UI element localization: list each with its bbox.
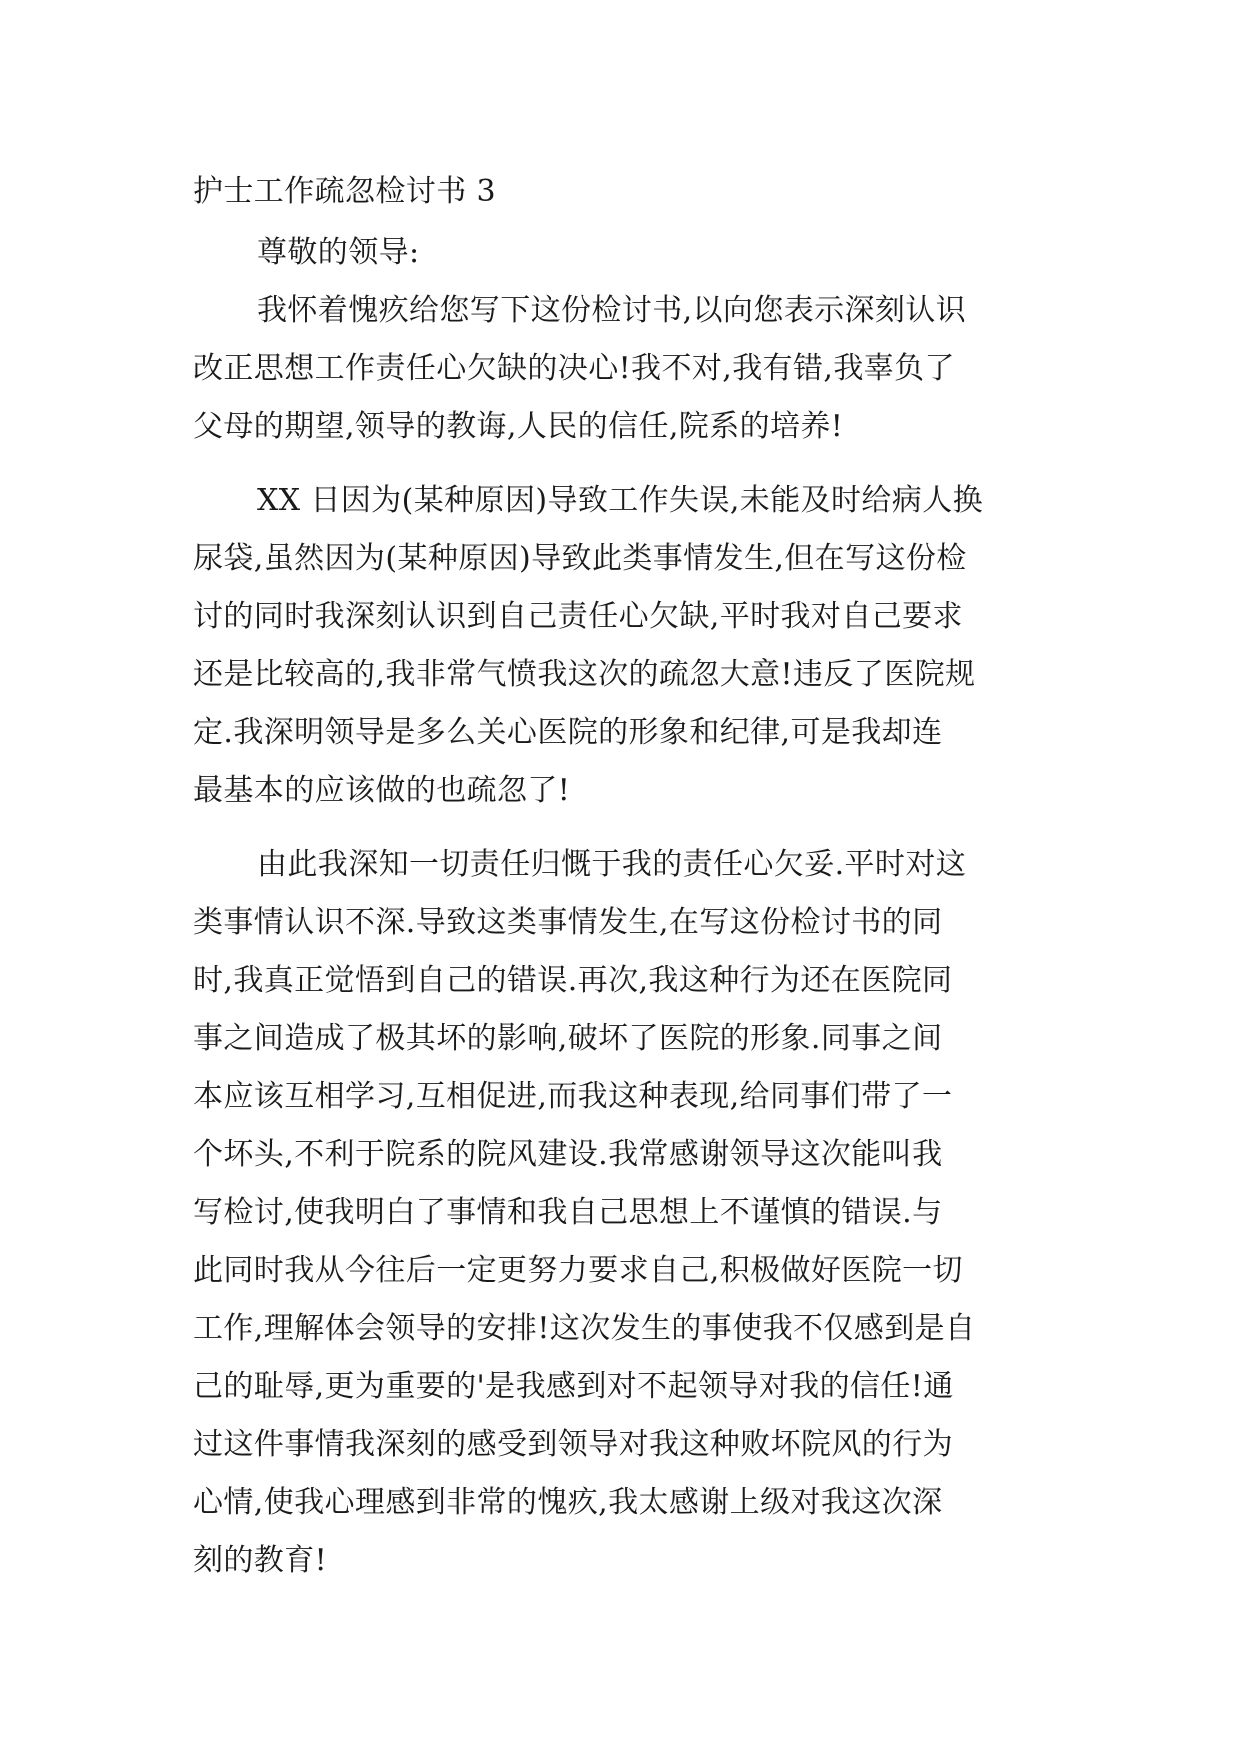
- salutation: 尊敬的领导:: [257, 235, 420, 270]
- paragraph-line: 工作,理解体会领导的安排!这次发生的事使我不仅感到是自: [193, 1311, 976, 1346]
- paragraph-line: 事之间造成了极其坏的影响,破坏了医院的形象.同事之间: [193, 1021, 943, 1056]
- paragraph-line: 父母的期望,领导的教诲,人民的信任,院系的培养!: [193, 409, 844, 444]
- paragraph-line: 改正思想工作责任心欠缺的决心!我不对,我有错,我辜负了: [193, 351, 955, 386]
- paragraph-1: [193, 282, 1053, 456]
- paragraph-line: 过这件事情我深刻的感受到领导对我这种败坏院风的行为: [193, 1427, 953, 1462]
- paragraph-line: 由此我深知一切责任归慨于我的责任心欠妥.平时对这: [257, 847, 967, 882]
- paragraph-line: 定.我深明领导是多么关心医院的形象和纪律,可是我却连: [193, 715, 943, 750]
- paragraph-line: 尿袋,虽然因为(某种原因)导致此类事情发生,但在写这份检: [193, 541, 967, 576]
- paragraph-line: 心情,使我心理感到非常的愧疚,我太感谢上级对我这次深: [193, 1485, 943, 1520]
- paragraph-line: 最基本的应该做的也疏忽了!: [193, 773, 571, 808]
- paragraph-line: 讨的同时我深刻认识到自己责任心欠缺,平时我对自己要求: [193, 599, 963, 634]
- paragraph-line: 个坏头,不利于院系的院风建设.我常感谢领导这次能叫我: [193, 1137, 943, 1172]
- paragraph-line: 此同时我从今往后一定更努力要求自己,积极做好医院一切: [193, 1253, 963, 1288]
- paragraph-line: 我怀着愧疚给您写下这份检讨书,以向您表示深刻认识: [257, 293, 967, 328]
- paragraph-line: 本应该互相学习,互相促进,而我这种表现,给同事们带了一: [193, 1079, 953, 1114]
- document-body: [193, 160, 1053, 1590]
- paragraph-line: XX 日因为(某种原因)导致工作失误,未能及时给病人换: [257, 483, 983, 518]
- paragraph-line: 己的耻辱,更为重要的'是我感到对不起领导对我的信任!通: [193, 1369, 954, 1404]
- paragraph-2: [193, 472, 1053, 820]
- paragraph-line: 类事情认识不深.导致这类事情发生,在写这份检讨书的同: [193, 905, 943, 940]
- paragraph-line: 时,我真正觉悟到自己的错误.再次,我这种行为还在医院同: [193, 963, 953, 998]
- paragraph-line: 刻的教育!: [193, 1543, 328, 1578]
- paragraph-line: 写检讨,使我明白了事情和我自己思想上不谨慎的错误.与: [193, 1195, 943, 1230]
- paragraph-3: [193, 836, 1053, 1590]
- document-title: 护士工作疏忽检讨书 3: [193, 174, 497, 209]
- paragraph-line: 还是比较高的,我非常气愤我这次的疏忽大意!违反了医院规: [193, 657, 976, 692]
